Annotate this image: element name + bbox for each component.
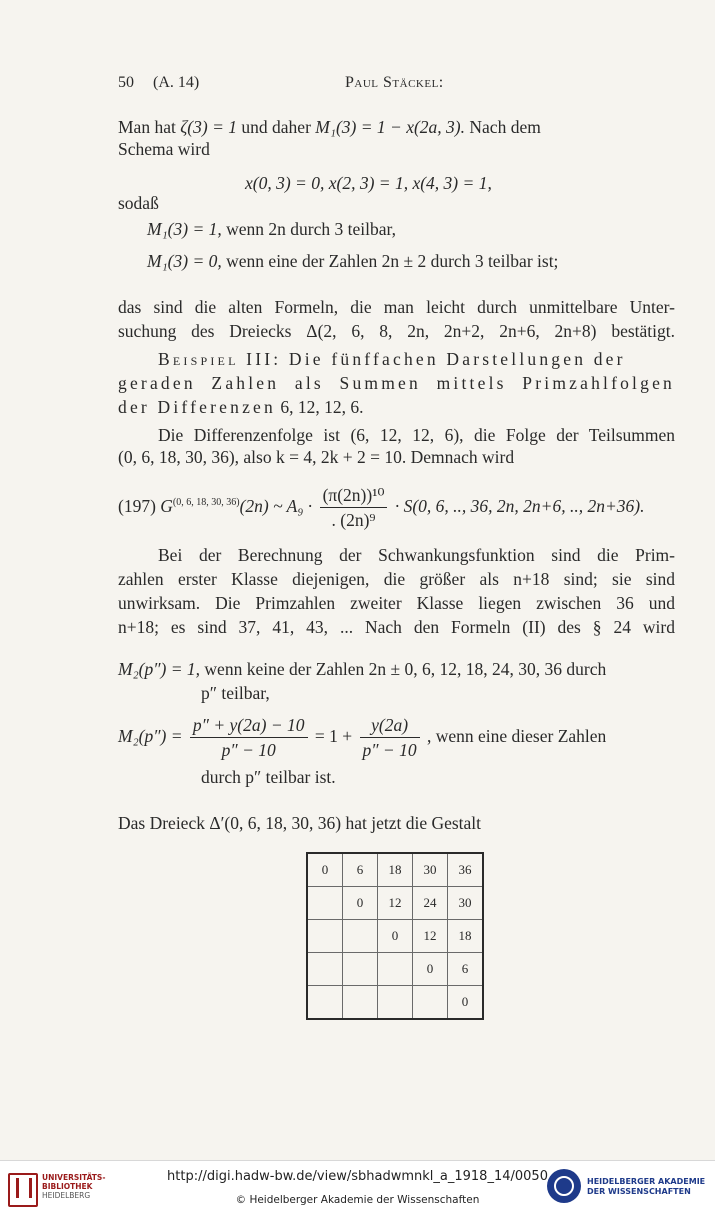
table-cell bbox=[307, 986, 343, 1020]
table-cell: 36 bbox=[448, 853, 484, 887]
table-cell bbox=[343, 953, 378, 986]
text-line: sodaß bbox=[118, 193, 159, 213]
permalink-url[interactable]: http://digi.hadw-bw.de/view/sbhadwmnkl_a_1918_14/0050 bbox=[167, 1169, 548, 1184]
table-cell: 0 bbox=[448, 986, 484, 1020]
table-cell bbox=[378, 953, 413, 986]
text-line: Das Dreieck Δ′(0, 6, 18, 30, 36) hat jetzt die Gestalt bbox=[118, 813, 482, 833]
text-line: unwirksam. Die Primzahlen zweiter Klasse liegen zwischen 36 und bbox=[118, 593, 675, 613]
table-cell: 30 bbox=[448, 887, 484, 920]
text-line: Die Differenzenfolge ist (6, 12, 12, 6), die Folge der Teilsummen bbox=[158, 425, 675, 445]
text-line: suchung des Dreiecks Δ(2, 6, 8, 2n, 2n+2, 2n+6, 2n+8) bestätigt. bbox=[118, 321, 675, 341]
table-cell: 6 bbox=[343, 853, 378, 887]
table-cell: 0 bbox=[413, 953, 448, 986]
academy-seal-icon bbox=[547, 1169, 581, 1203]
table-cell: 30 bbox=[413, 853, 448, 887]
viewer-footer bbox=[0, 1160, 715, 1215]
equation-m1-case-a: M₁(3) = 1, wenn 2n durch 3 teilbar, bbox=[147, 219, 397, 239]
text-line: das sind die alten Formeln, die man leicht durch unmittelbare Unter- bbox=[118, 297, 675, 317]
table-cell: 6 bbox=[448, 953, 484, 986]
text-line: (0, 6, 18, 30, 36), also k = 4, 2k + 2 = 10. Demnach wird bbox=[118, 447, 515, 467]
page-number: 50 bbox=[118, 74, 134, 91]
fraction: $\frac{y(2a)}{p'' - 10}$ bbox=[360, 715, 420, 760]
equation-m2-case-b: M₂(p″) = $\frac{p'' + y(2a) - 10}{p'' - 10}$ = 1 + $\frac{y(2a)}{p'' - 10}$ , wenn eine dieser Zahlen bbox=[118, 715, 607, 761]
running-title: Paul Stäckel: bbox=[345, 74, 444, 91]
series-reference: (A. 14) bbox=[153, 74, 200, 91]
text-line: zahlen erster Klasse diejenigen, die größer als n+18 sind; sie sind bbox=[118, 569, 675, 589]
fraction: $\frac{\text{(π(2n))¹⁰}}{\text{. (2n)⁹}}$ bbox=[320, 485, 388, 530]
university-library-logo[interactable]: UNIVERSITÄTS- BIBLIOTHEK HEIDELBERG bbox=[8, 1171, 118, 1207]
equation-m1-case-b: M₁(3) = 0, wenn eine der Zahlen 2n ± 2 durch 3 teilbar ist; bbox=[147, 251, 559, 271]
table-cell: 18 bbox=[448, 920, 484, 953]
text-line: Schema wird bbox=[118, 139, 210, 159]
example-heading-line: geraden Zahlen als Summen mittels Primzahlfolgen bbox=[118, 373, 675, 393]
equation-number: (197) bbox=[118, 495, 156, 516]
table-row bbox=[307, 953, 483, 986]
table-cell bbox=[307, 887, 343, 920]
table-row bbox=[307, 853, 483, 887]
table-row bbox=[307, 887, 483, 920]
copyright-notice: © Heidelberger Akademie der Wissenschaften bbox=[235, 1194, 480, 1206]
table-cell bbox=[307, 953, 343, 986]
table-cell: 12 bbox=[413, 920, 448, 953]
text-line: p″ teilbar, bbox=[201, 683, 270, 703]
table-cell bbox=[343, 920, 378, 953]
table-cell bbox=[413, 986, 448, 1020]
fraction: $\frac{p'' + y(2a) - 10}{p'' - 10}$ bbox=[190, 715, 308, 760]
example-heading: Beispiel III: Die fünffachen Darstellungen der bbox=[158, 349, 626, 369]
text-line: Man hat ζ(3) = 1 und daher M₁(3) = 1 − x(2a, 3). Nach dem bbox=[118, 117, 541, 137]
equation-m2-case-a: M₂(p″) = 1, wenn keine der Zahlen 2n ± 0, 6, 12, 18, 24, 30, 36 durch bbox=[118, 659, 607, 679]
table-cell: 24 bbox=[413, 887, 448, 920]
text-line: Bei der Berechnung der Schwankungsfunktion sind die Prim- bbox=[158, 545, 675, 565]
equation-197: (197) G$^{(0, 6, 18, 30, 36)}$(2n) ~ A₉ · $\frac{\text{(π(2n))¹⁰}}{\text{. (2n)⁹}}$ · S(0, 6, .., 36, 2n, 2n+6, .., 2n+36). bbox=[118, 485, 645, 531]
table-cell: 0 bbox=[378, 920, 413, 953]
table-cell bbox=[307, 920, 343, 953]
table-cell: 12 bbox=[378, 887, 413, 920]
table-cell bbox=[343, 986, 378, 1020]
table-cell: 18 bbox=[378, 853, 413, 887]
example-heading-line: der Differenzen 6, 12, 12, 6. bbox=[118, 397, 364, 417]
table-cell: 0 bbox=[343, 887, 378, 920]
academy-logo[interactable]: HEIDELBERGER AKADEMIE DER WISSENSCHAFTEN bbox=[547, 1169, 707, 1207]
table-row bbox=[307, 920, 483, 953]
equation-x: x(0, 3) = 0, x(2, 3) = 1, x(4, 3) = 1, bbox=[245, 173, 492, 193]
table-row bbox=[307, 986, 483, 1020]
table-cell: 0 bbox=[307, 853, 343, 887]
text-line: durch p″ teilbar ist. bbox=[201, 767, 336, 787]
text-line: n+18; es sind 37, 41, 43, ... Nach den Formeln (II) des § 24 wird bbox=[118, 617, 675, 637]
table-cell bbox=[378, 986, 413, 1020]
difference-triangle-table bbox=[306, 852, 484, 1020]
